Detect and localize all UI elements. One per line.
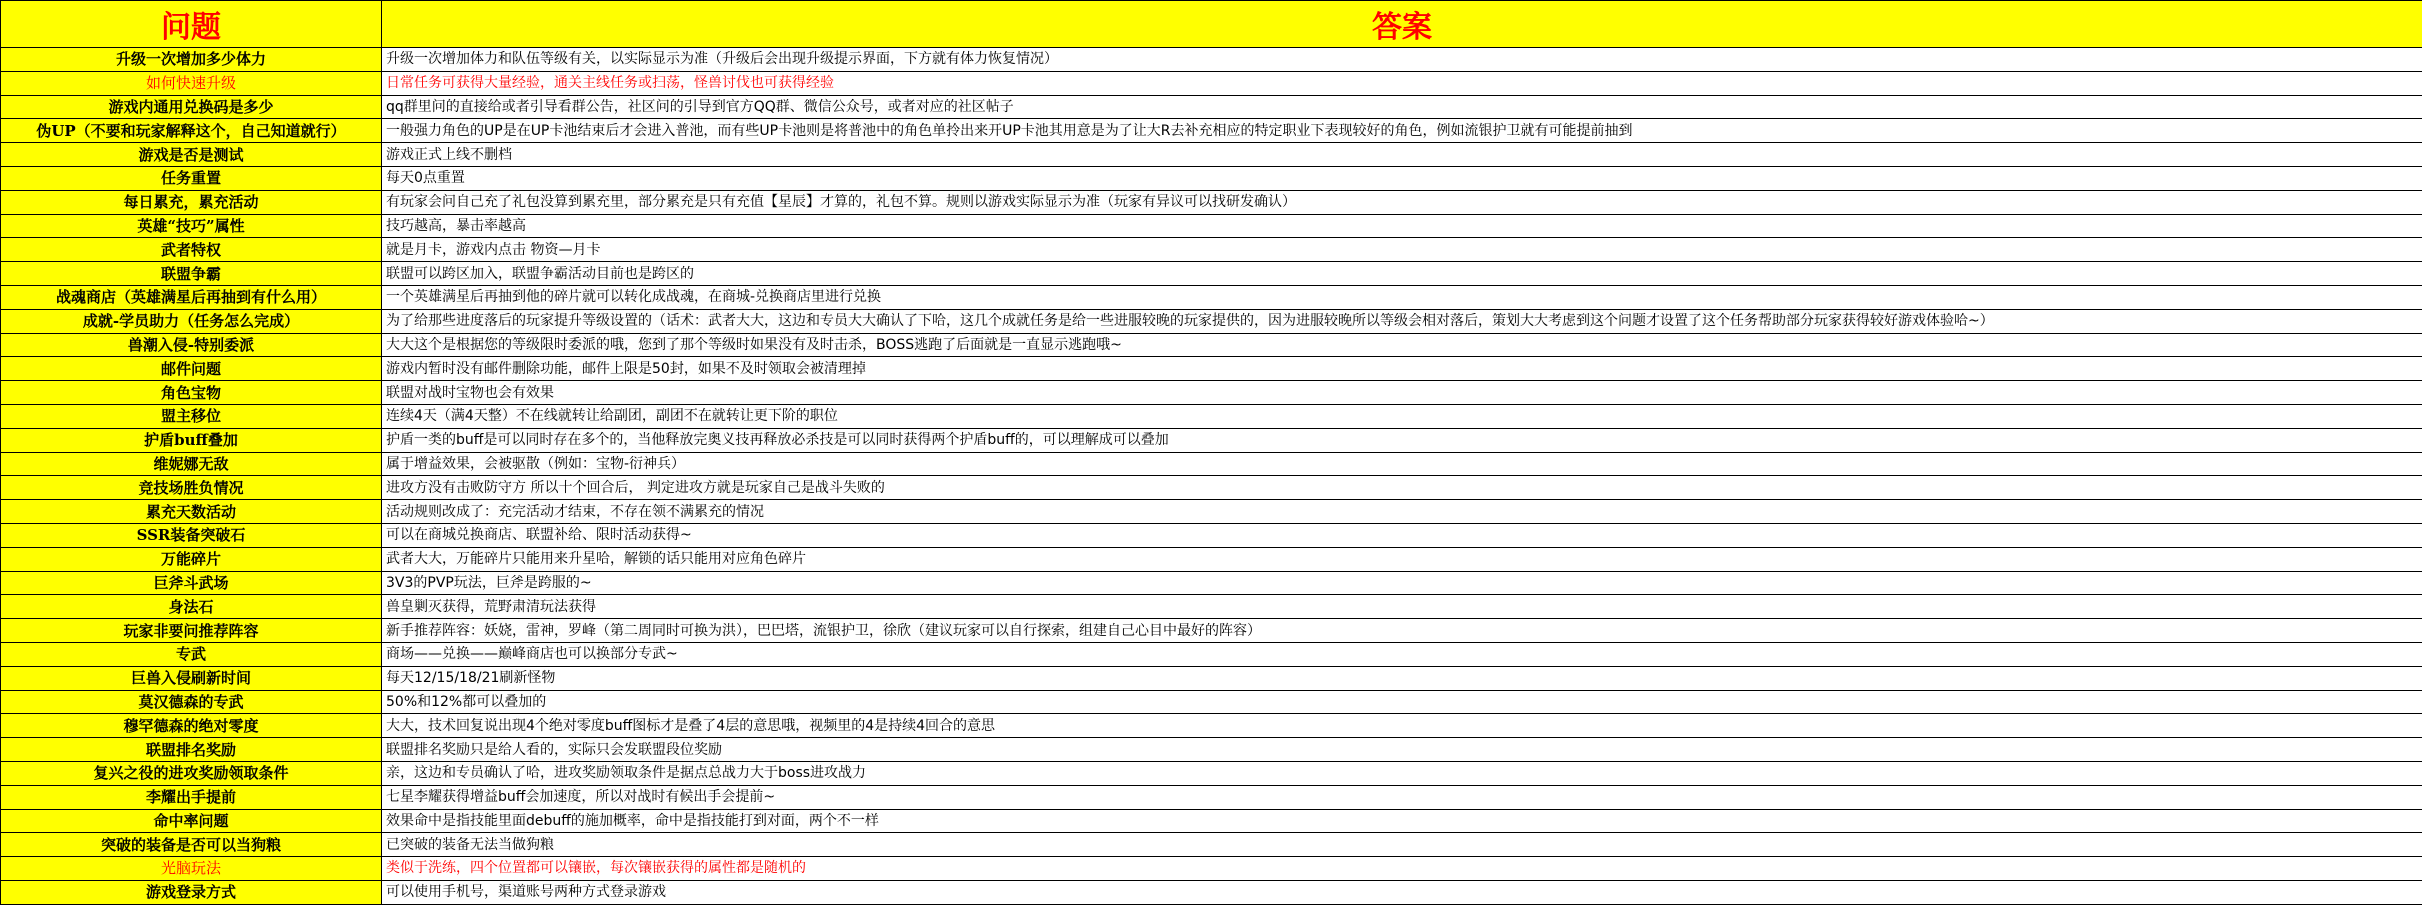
table-row: [1, 404, 2422, 428]
answer-cell[interactable]: 有玩家会问自己充了礼包没算到累充里，部分累充是只有充值【星辰】才算的，礼包不算。规则以游戏实际显示为准（玩家有异议可以找研发确认）: [382, 190, 2422, 214]
answer-cell[interactable]: 一般强力角色的UP是在UP卡池结束后才会进入普池，而有些UP卡池则是将普池中的角色单拎出来开UP卡池其用意是为了让大R去补充相应的特定职业下表现较好的角色，例如流银护卫就有可能提前抽到: [382, 119, 2422, 143]
question-cell[interactable]: 穆罕德森的绝对零度: [1, 714, 382, 738]
question-column-header[interactable]: 问题: [1, 1, 382, 48]
table-row: [1, 785, 2422, 809]
answer-cell[interactable]: 每天12/15/18/21刷新怪物: [382, 666, 2422, 690]
table-row: [1, 880, 2422, 904]
faq-body: [1, 48, 2422, 905]
answer-cell[interactable]: 游戏正式上线不删档: [382, 143, 2422, 167]
table-row: [1, 500, 2422, 524]
table-row: [1, 523, 2422, 547]
table-row: [1, 857, 2422, 881]
question-cell[interactable]: 竞技场胜负情况: [1, 476, 382, 500]
table-row: [1, 119, 2422, 143]
answer-cell[interactable]: 游戏内暂时没有邮件删除功能，邮件上限是50封，如果不及时领取会被清理掉: [382, 357, 2422, 381]
answer-cell[interactable]: 效果命中是指技能里面debuff的施加概率，命中是指技能打到对面，两个不一样: [382, 809, 2422, 833]
table-row: [1, 214, 2422, 238]
answer-cell[interactable]: 联盟对战时宝物也会有效果: [382, 381, 2422, 405]
question-cell[interactable]: 专武: [1, 642, 382, 666]
table-row: [1, 642, 2422, 666]
question-cell[interactable]: 武者特权: [1, 238, 382, 262]
answer-cell[interactable]: 技巧越高，暴击率越高: [382, 214, 2422, 238]
question-cell[interactable]: 英雄“技巧”属性: [1, 214, 382, 238]
table-row: [1, 71, 2422, 95]
table-row: [1, 357, 2422, 381]
answer-cell[interactable]: 新手推荐阵容：妖娆，雷神，罗峰（第二周同时可换为洪），巴巴塔，流银护卫，徐欣（建议玩家可以自行探索，组建自己心目中最好的阵容）: [382, 619, 2422, 643]
answer-cell[interactable]: 就是月卡，游戏内点击 物资—月卡: [382, 238, 2422, 262]
table-row: [1, 714, 2422, 738]
answer-cell[interactable]: 武者大大，万能碎片只能用来升星哈，解锁的话只能用对应角色碎片: [382, 547, 2422, 571]
answer-cell[interactable]: 护盾一类的buff是可以同时存在多个的，当他释放完奥义技再释放必杀技是可以同时获得两个护盾buff的，可以理解成可以叠加: [382, 428, 2422, 452]
answer-cell[interactable]: 属于增益效果，会被驱散（例如：宝物-衍神兵）: [382, 452, 2422, 476]
table-row: [1, 595, 2422, 619]
answer-cell[interactable]: 兽皇剿灭获得，荒野肃清玩法获得: [382, 595, 2422, 619]
question-cell[interactable]: 身法石: [1, 595, 382, 619]
answer-cell[interactable]: 一个英雄满星后再抽到他的碎片就可以转化成战魂，在商城-兑换商店里进行兑换: [382, 285, 2422, 309]
question-cell[interactable]: 李耀出手提前: [1, 785, 382, 809]
answer-cell[interactable]: 已突破的装备无法当做狗粮: [382, 833, 2422, 857]
answer-cell[interactable]: 每天0点重置: [382, 166, 2422, 190]
question-cell[interactable]: 万能碎片: [1, 547, 382, 571]
table-row: [1, 547, 2422, 571]
table-row: [1, 381, 2422, 405]
question-cell[interactable]: 莫汉德森的专武: [1, 690, 382, 714]
header-row: [1, 1, 2422, 48]
table-row: [1, 428, 2422, 452]
question-cell[interactable]: 护盾buff叠加: [1, 428, 382, 452]
answer-cell[interactable]: 大大，技术回复说出现4个绝对零度buff图标才是叠了4层的意思哦，视频里的4是持续4回合的意思: [382, 714, 2422, 738]
question-cell[interactable]: 如何快速升级: [1, 71, 382, 95]
question-cell[interactable]: 联盟争霸: [1, 262, 382, 286]
table-row: [1, 238, 2422, 262]
answer-cell[interactable]: 可以在商城兑换商店、联盟补给、限时活动获得~: [382, 523, 2422, 547]
question-cell[interactable]: 升级一次增加多少体力: [1, 48, 382, 72]
table-row: [1, 761, 2422, 785]
answer-cell[interactable]: 活动规则改成了：充完活动才结束，不存在领不满累充的情况: [382, 500, 2422, 524]
answer-cell[interactable]: 连续4天（满4天整）不在线就转让给副团，副团不在就转让更下阶的职位: [382, 404, 2422, 428]
answer-cell[interactable]: 大大这个是根据您的等级限时委派的哦，您到了那个等级时如果没有及时击杀，BOSS逃跑了后面就是一直显示逃跑哦~: [382, 333, 2422, 357]
table-row: [1, 143, 2422, 167]
answer-cell[interactable]: 联盟排名奖励只是给人看的，实际只会发联盟段位奖励: [382, 738, 2422, 762]
table-row: [1, 48, 2422, 72]
question-cell[interactable]: 成就-学员助力（任务怎么完成）: [1, 309, 382, 333]
question-cell[interactable]: SSR装备突破石: [1, 523, 382, 547]
table-row: [1, 809, 2422, 833]
question-cell[interactable]: 盟主移位: [1, 404, 382, 428]
question-cell[interactable]: 巨兽入侵刷新时间: [1, 666, 382, 690]
question-cell[interactable]: 游戏是否是测试: [1, 143, 382, 167]
question-cell[interactable]: 巨斧斗武场: [1, 571, 382, 595]
answer-cell[interactable]: 联盟可以跨区加入，联盟争霸活动目前也是跨区的: [382, 262, 2422, 286]
table-row: [1, 690, 2422, 714]
table-row: [1, 571, 2422, 595]
question-cell[interactable]: 邮件问题: [1, 357, 382, 381]
answer-cell[interactable]: qq群里问的直接给或者引导看群公告，社区问的引导到官方QQ群、微信公众号，或者对应的社区帖子: [382, 95, 2422, 119]
answer-cell[interactable]: 可以使用手机号，渠道账号两种方式登录游戏: [382, 880, 2422, 904]
table-row: [1, 452, 2422, 476]
question-cell[interactable]: 角色宝物: [1, 381, 382, 405]
table-row: [1, 619, 2422, 643]
table-row: [1, 738, 2422, 762]
answer-cell[interactable]: 亲，这边和专员确认了哈，进攻奖励领取条件是据点总战力大于boss进攻战力: [382, 761, 2422, 785]
question-cell[interactable]: 战魂商店（英雄满星后再抽到有什么用）: [1, 285, 382, 309]
answer-cell[interactable]: 50%和12%都可以叠加的: [382, 690, 2422, 714]
answer-cell[interactable]: 3V3的PVP玩法，巨斧是跨服的~: [382, 571, 2422, 595]
answer-column-header[interactable]: 答案: [382, 1, 2422, 48]
question-cell[interactable]: 复兴之役的进攻奖励领取条件: [1, 761, 382, 785]
answer-cell[interactable]: 类似于洗练，四个位置都可以镶嵌，每次镶嵌获得的属性都是随机的: [382, 857, 2422, 881]
table-row: [1, 262, 2422, 286]
table-row: [1, 333, 2422, 357]
question-cell[interactable]: 游戏内通用兑换码是多少: [1, 95, 382, 119]
table-row: [1, 166, 2422, 190]
question-cell[interactable]: 游戏登录方式: [1, 880, 382, 904]
answer-cell[interactable]: 升级一次增加体力和队伍等级有关，以实际显示为准（升级后会出现升级提示界面，下方就有体力恢复情况）: [382, 48, 2422, 72]
answer-cell[interactable]: 商场——兑换——巅峰商店也可以换部分专武~: [382, 642, 2422, 666]
question-cell[interactable]: 玩家非要问推荐阵容: [1, 619, 382, 643]
table-row: [1, 309, 2422, 333]
table-row: [1, 666, 2422, 690]
question-cell[interactable]: 每日累充，累充活动: [1, 190, 382, 214]
answer-cell[interactable]: 日常任务可获得大量经验，通关主线任务或扫荡，怪兽讨伐也可获得经验: [382, 71, 2422, 95]
table-row: [1, 285, 2422, 309]
question-cell[interactable]: 维妮娜无敌: [1, 452, 382, 476]
question-cell[interactable]: 任务重置: [1, 166, 382, 190]
table-row: [1, 833, 2422, 857]
question-cell[interactable]: 光脑玩法: [1, 857, 382, 881]
answer-cell[interactable]: 为了给那些进度落后的玩家提升等级设置的（话术：武者大大，这边和专员大大确认了下哈，这几个成就任务是给一些进服较晚的玩家提供的，因为进服较晚所以等级会相对落后，策划大大考虑到这个问题才设置了这个任务帮助部分玩家获得较好游戏体验哈~）: [382, 309, 2422, 333]
question-cell[interactable]: 联盟排名奖励: [1, 738, 382, 762]
question-cell[interactable]: 伪UP（不要和玩家解释这个，自己知道就行）: [1, 119, 382, 143]
table-row: [1, 476, 2422, 500]
answer-cell[interactable]: 进攻方没有击败防守方 所以十个回合后， 判定进攻方就是玩家自己是战斗失败的: [382, 476, 2422, 500]
table-row: [1, 190, 2422, 214]
question-cell[interactable]: 兽潮入侵-特别委派: [1, 333, 382, 357]
table-row: [1, 95, 2422, 119]
question-cell[interactable]: 命中率问题: [1, 809, 382, 833]
answer-cell[interactable]: 七星李耀获得增益buff会加速度，所以对战时有候出手会提前~: [382, 785, 2422, 809]
question-cell[interactable]: 突破的装备是否可以当狗粮: [1, 833, 382, 857]
question-cell[interactable]: 累充天数活动: [1, 500, 382, 524]
